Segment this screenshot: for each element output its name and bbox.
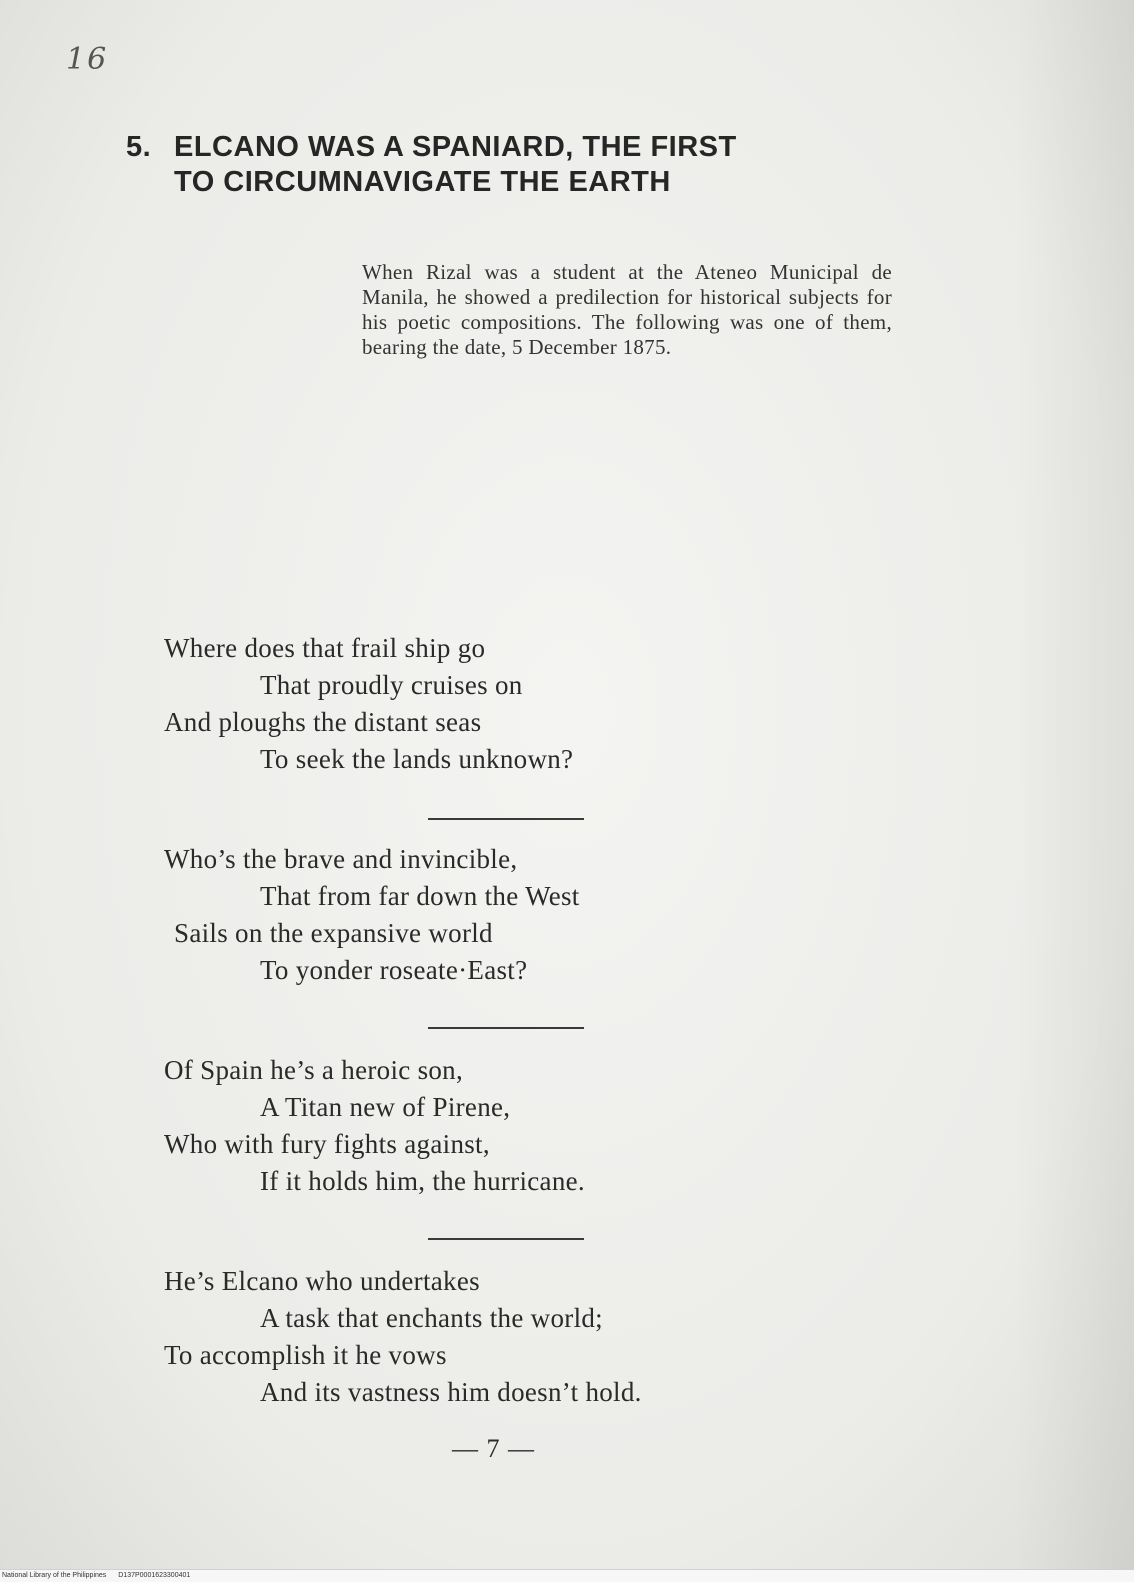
stanza-divider xyxy=(428,818,584,820)
poem-stanza-4 xyxy=(164,1263,642,1411)
stanza-divider xyxy=(428,1238,584,1240)
poem-line: To accomplish it he vows xyxy=(164,1340,447,1370)
poem-line: Who with fury fights against, xyxy=(164,1129,490,1159)
poem-line: Where does that frail ship go xyxy=(164,633,486,663)
poem-line: That proudly cruises on xyxy=(260,670,523,700)
poem-line: To seek the lands unknown? xyxy=(260,744,574,774)
poem-line: To yonder roseate·East? xyxy=(260,955,528,985)
poem-line: A task that enchants the world; xyxy=(260,1303,603,1333)
section-title xyxy=(126,130,737,200)
poem-line: If it holds him, the hurricane. xyxy=(260,1166,585,1196)
poem-line: A Titan new of Pirene, xyxy=(260,1092,511,1122)
poem-line: And its vastness him doesn’t hold. xyxy=(260,1377,642,1407)
poem-line: Of Spain he’s a heroic son, xyxy=(164,1055,464,1085)
footer-institution: National Library of the Philippines xyxy=(2,1572,107,1579)
poem-stanza-1 xyxy=(164,630,573,778)
intro-paragraph: When Rizal was a student at the Ateneo Municipal de Manila, he showed a predilection for historical subjects for his poetic compositions. The following was one of them, bearing the date, 5 December 1875. xyxy=(362,260,892,359)
poem-line: And ploughs the distant seas xyxy=(164,707,482,737)
section-title-line-2: TO CIRCUMNAVIGATE THE EARTH xyxy=(174,166,671,198)
poem-line: Who’s the brave and invincible, xyxy=(164,844,518,874)
section-number: 5. xyxy=(126,131,152,163)
poem-line: He’s Elcano who undertakes xyxy=(164,1266,480,1296)
archive-footer xyxy=(0,1569,1134,1582)
poem-stanza-2 xyxy=(164,841,580,989)
stanza-divider xyxy=(428,1027,584,1029)
poem-stanza-3 xyxy=(164,1052,585,1200)
handwritten-page-note: 16 xyxy=(66,42,109,77)
scan-shadow xyxy=(1014,0,1134,1582)
page-number: — 7 — xyxy=(452,1434,535,1463)
footer-identifier: D137P0001623300401 xyxy=(118,1572,191,1579)
poem-line: That from far down the West xyxy=(260,881,580,911)
poem-line: Sails on the expansive world xyxy=(174,918,493,948)
section-title-line-1: ELCANO WAS A SPANIARD, THE FIRST xyxy=(174,131,737,163)
